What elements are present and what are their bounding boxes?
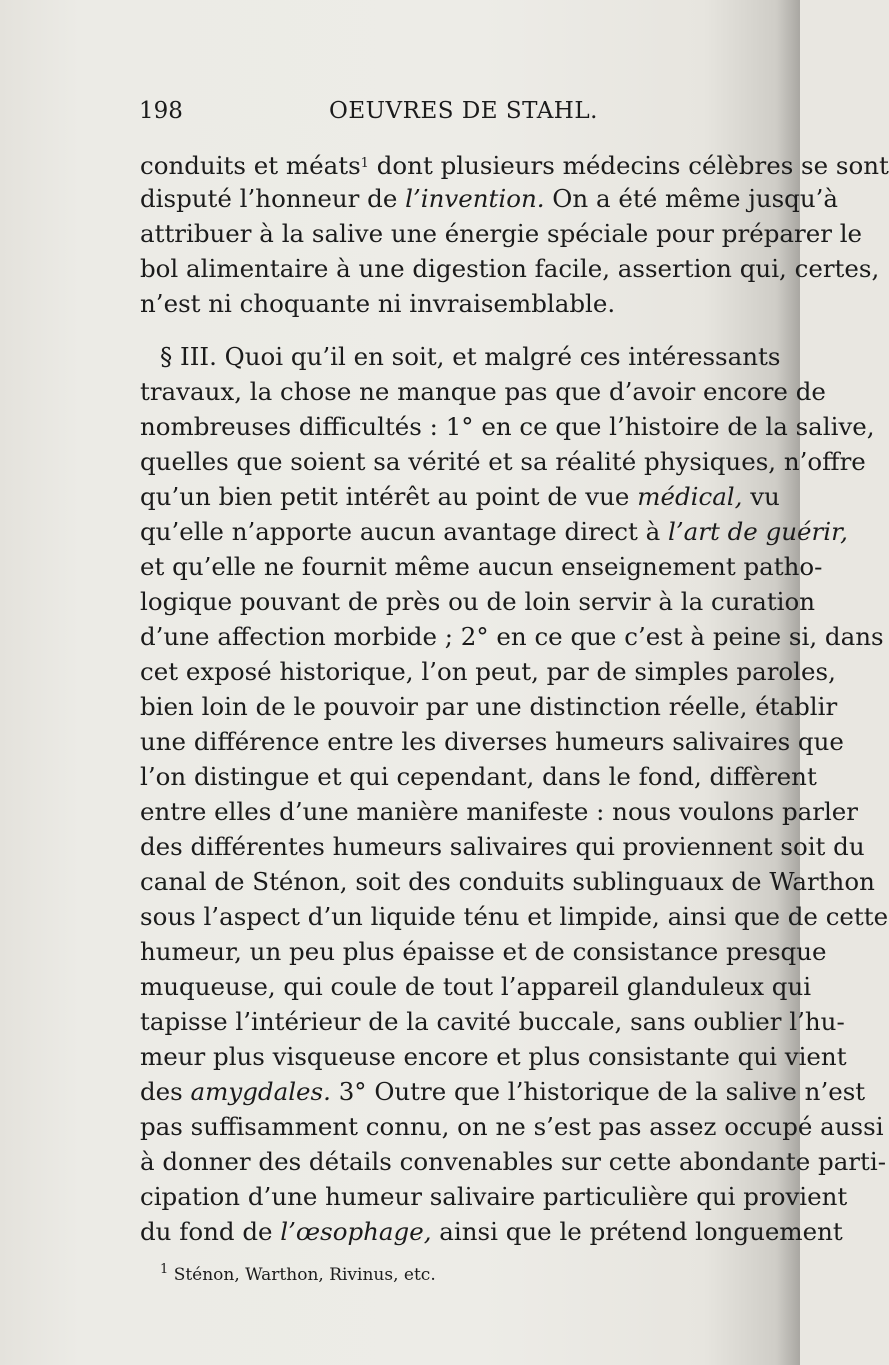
footnote-text: Sténon, Warthon, Rivinus, etc. [173, 1265, 436, 1285]
italic-term: l’œsophage, [280, 1217, 432, 1246]
running-title: OEUVRES DE STAHL. [329, 98, 598, 124]
text-line: du fond de l’œsophage, ainsi que le prétend longuement [140, 1217, 843, 1246]
body-text [140, 146, 889, 1249]
text-line: des amygdales. 3° Outre que l’historique de la salive n’est [140, 1077, 866, 1106]
footnote [160, 1262, 720, 1285]
text-line: travaux, la chose ne manque pas que d’avoir encore de [140, 377, 826, 406]
text-line: muqueuse, qui coule de tout l’appareil glanduleux qui [140, 972, 812, 1001]
text-line: cipation d’une humeur salivaire particulière qui provient [140, 1182, 848, 1211]
italic-term: amygdales. [190, 1077, 331, 1106]
page-header [139, 96, 739, 132]
text-line: nombreuses difficultés : 1° en ce que l’histoire de la salive, [140, 412, 875, 441]
text-line: pas suffisamment connu, on ne s’est pas assez occupé aussi [140, 1112, 884, 1141]
text-line: entre elles d’une manière manifeste : nous voulons parler [140, 797, 859, 826]
text-line: tapisse l’intérieur de la cavité buccale, sans oublier l’hu- [140, 1007, 845, 1036]
text-line: meur plus visqueuse encore et plus consistante qui vient [140, 1042, 847, 1071]
footnote-ref: 1 [360, 156, 369, 171]
text-line: l’on distingue et qui cependant, dans le fond, diffèrent [140, 762, 817, 791]
footnote-marker: 1 [160, 1262, 169, 1277]
text-line: disputé l’honneur de l’invention. On a été même jusqu’à [140, 184, 839, 213]
text-line: bol alimentaire à une digestion facile, assertion qui, certes, [140, 254, 880, 283]
text-line: qu’elle n’apporte aucun avantage direct à l’art de guérir, [140, 517, 848, 546]
italic-term: l’art de guérir, [668, 517, 848, 546]
italic-term: l’invention. [405, 184, 545, 213]
text-line: quelles que soient sa vérité et sa réalité physiques, n’offre [140, 447, 866, 476]
italic-term: médical, [637, 482, 743, 511]
text-line: humeur, un peu plus épaisse et de consistance presque [140, 937, 827, 966]
text-line: cet exposé historique, l’on peut, par de simples paroles, [140, 657, 836, 686]
text-line: des différentes humeurs salivaires qui proviennent soit du [140, 832, 865, 861]
text-line: et qu’elle ne fournit même aucun enseignement patho- [140, 552, 823, 581]
text-line: d’une affection morbide ; 2° en ce que c’est à peine si, dans [140, 622, 884, 651]
text-line: sous l’aspect d’un liquide ténu et limpide, ainsi que de cette [140, 902, 889, 931]
text-line: § III. Quoi qu’il en soit, et malgré ces intéressants [160, 342, 781, 371]
text-line: canal de Sténon, soit des conduits sublinguaux de Warthon [140, 867, 875, 896]
text-line: attribuer à la salive une énergie spéciale pour préparer le [140, 219, 863, 248]
text-line: logique pouvant de près ou de loin servir à la curation [140, 587, 816, 616]
text-line: n’est ni choquante ni invraisemblable. [140, 289, 616, 318]
text-line: une différence entre les diverses humeurs salivaires que [140, 727, 844, 756]
text-line: à donner des détails convenables sur cette abondante parti- [140, 1147, 886, 1176]
page-number: 198 [139, 98, 183, 124]
text-line: bien loin de le pouvoir par une distinction réelle, établir [140, 692, 838, 721]
text-line: qu’un bien petit intérêt au point de vue médical, vu [140, 482, 780, 511]
text-line: conduits et méats$^1$ dont plusieurs médecins célèbres se sont [140, 151, 889, 180]
